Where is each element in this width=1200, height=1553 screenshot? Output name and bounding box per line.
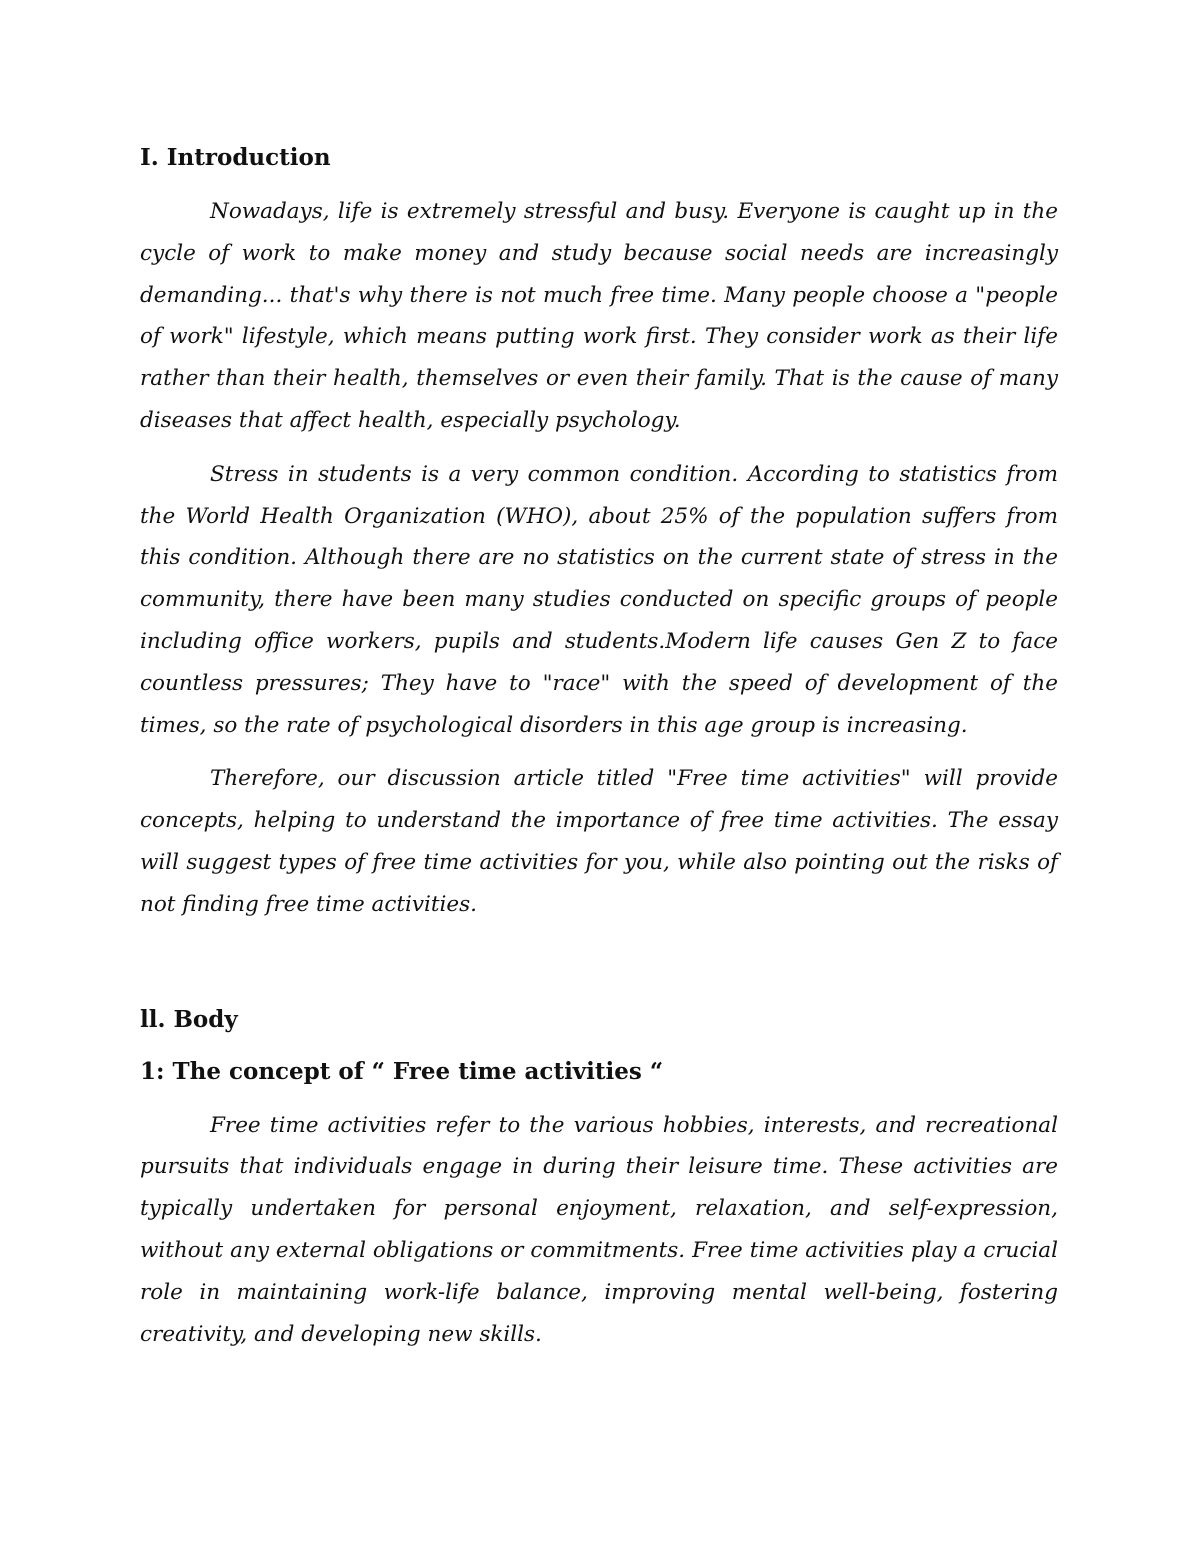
intro-paragraph-3: Therefore, our discussion article titled "Free time activities" will provide concepts, helping to understand the importance of free time activities. The essay will suggest types of free time activities for you, while also pointing out the risks of not finding free time activities. bbox=[140, 766, 1058, 917]
intro-paragraph-2: Stress in students is a very common condition. According to statistics from the World Health Organization (WHO), about 25% of the population suffers from this condition. Although there are no statistics on the current state of stress in the community, there have been many studies conducted on specific groups of people including office workers, pupils and students.Modern life causes Gen Z to face countless pressures; They have to "race" with the speed of development of the times, so the rate of psychological disorders in this age group is increasing. bbox=[140, 461, 1058, 738]
body-heading: ll. Body bbox=[140, 1005, 238, 1033]
document-page bbox=[140, 138, 1058, 1355]
concept-paragraph: Free time activities refer to the various hobbies, interests, and recreational pursuits that individuals engage in during their leisure time. These activities are typically undertaken for personal enjoyment, relaxation, and self-expression, without any external obligations or commitments. Free time activities play a crucial role in maintaining work-life balance, improving mental well-being, fostering creativity, and developing new skills. bbox=[140, 1112, 1058, 1347]
intro-paragraph-1: Nowadays, life is extremely stressful and busy. Everyone is caught up in the cycle of work to make money and study because social needs are increasingly demanding... that's why there is not much free time. Many people choose a "people of work" lifestyle, which means putting work first. They consider work as their life rather than their health, themselves or even their family. That is the cause of many diseases that affect health, especially psychology. bbox=[140, 199, 1058, 433]
concept-subheading: 1: The concept of “ Free time activities “ bbox=[140, 1057, 664, 1085]
introduction-heading: I. Introduction bbox=[140, 144, 331, 171]
